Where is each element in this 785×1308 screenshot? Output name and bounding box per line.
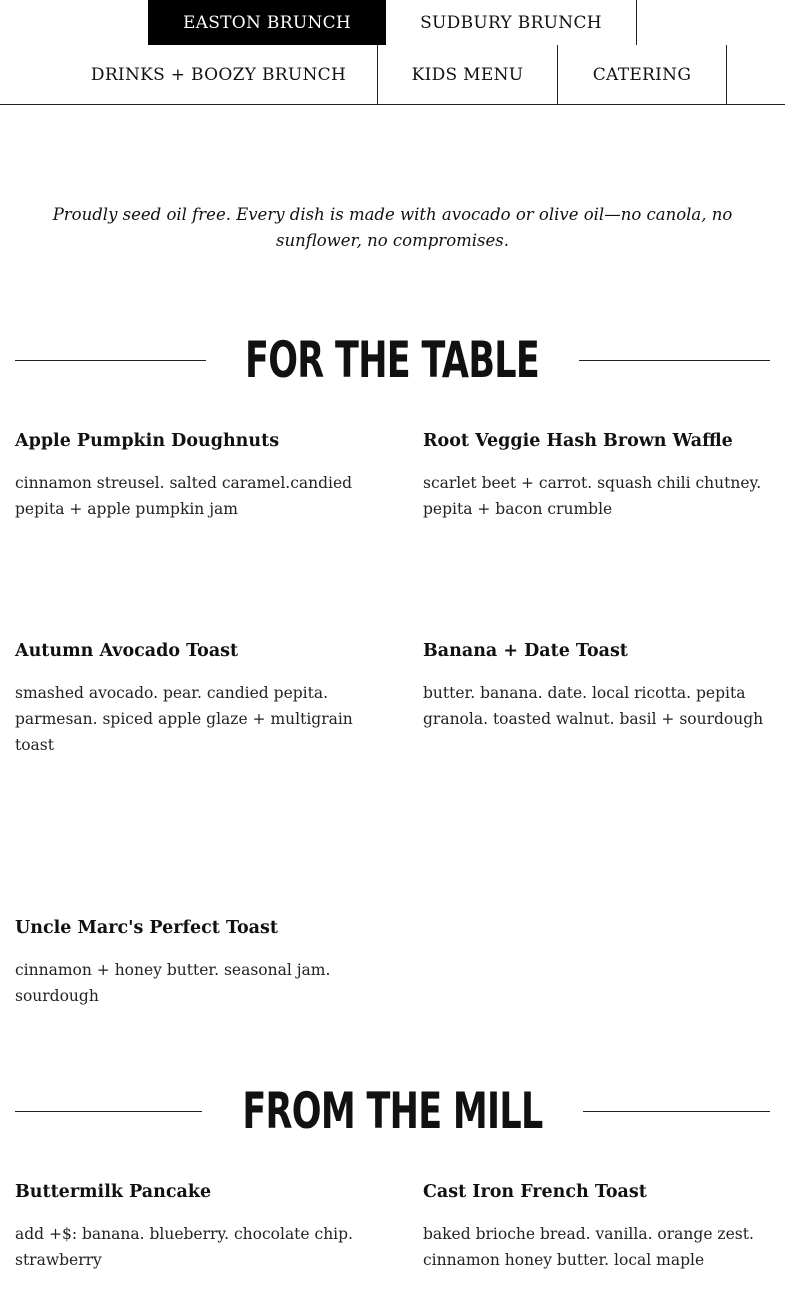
- tab-kids-menu[interactable]: KIDS MENU: [378, 45, 558, 104]
- section-header-for-the-table: [15, 325, 770, 395]
- section-rule-right: [583, 1111, 770, 1112]
- tab-easton-brunch[interactable]: EASTON BRUNCH: [148, 0, 386, 45]
- tab-catering[interactable]: CATERING: [558, 45, 727, 104]
- menu-item-description: scarlet beet + carrot. squash chili chutney. pepita + bacon crumble: [423, 474, 762, 518]
- location-tabs: [0, 0, 785, 45]
- section-title: FOR THE TABLE: [245, 331, 540, 389]
- menu-item: [15, 1180, 370, 1273]
- menu-item-description: cinnamon streusel. salted caramel.candied pepita + apple pumpkin jam: [15, 474, 353, 518]
- section-rule-right: [579, 360, 770, 361]
- menu-item: [423, 429, 773, 522]
- menu-item-description: baked brioche bread. vanilla. orange zest. cinnamon honey butter. local maple: [423, 1225, 754, 1269]
- menu-item-description: butter. banana. date. local ricotta. pepita granola. toasted walnut. basil + sourdough: [423, 684, 764, 728]
- menu-item-description: add +$: banana. blueberry. chocolate chip. strawberry: [15, 1225, 353, 1269]
- tab-sudbury-brunch[interactable]: SUDBURY BRUNCH: [386, 0, 637, 45]
- menu-item-name: Banana + Date Toast: [423, 641, 628, 661]
- menu-item-name: Uncle Marc's Perfect Toast: [15, 918, 278, 938]
- seed-oil-notice: Proudly seed oil free. Every dish is made with avocado or olive oil—no canola, no sunflower, no compromises.: [52, 204, 733, 250]
- section-rule-left: [15, 360, 206, 361]
- menu-item-name: Autumn Avocado Toast: [15, 641, 239, 661]
- section-header-from-the-mill: [15, 1076, 770, 1146]
- menu-tabs: [0, 45, 785, 105]
- menu-item: [15, 916, 370, 1009]
- menu-item: [15, 639, 370, 758]
- section-title: FROM THE MILL: [242, 1082, 543, 1140]
- menu-item-description: smashed avocado. pear. candied pepita. parmesan. spiced apple glaze + multigrain toast: [15, 684, 353, 754]
- menu-item: [423, 639, 773, 732]
- menu-item-name: Buttermilk Pancake: [15, 1182, 212, 1202]
- menu-item-name: Apple Pumpkin Doughnuts: [15, 431, 280, 451]
- menu-item-name: Cast Iron French Toast: [423, 1182, 647, 1202]
- menu-item: [15, 429, 370, 522]
- menu-item: [423, 1180, 773, 1273]
- tab-drinks-boozy-brunch[interactable]: DRINKS + BOOZY BRUNCH: [60, 45, 378, 104]
- menu-item-description: cinnamon + honey butter. seasonal jam. sourdough: [15, 961, 331, 1005]
- section-rule-left: [15, 1111, 202, 1112]
- menu-item-name: Root Veggie Hash Brown Waffle: [423, 431, 733, 451]
